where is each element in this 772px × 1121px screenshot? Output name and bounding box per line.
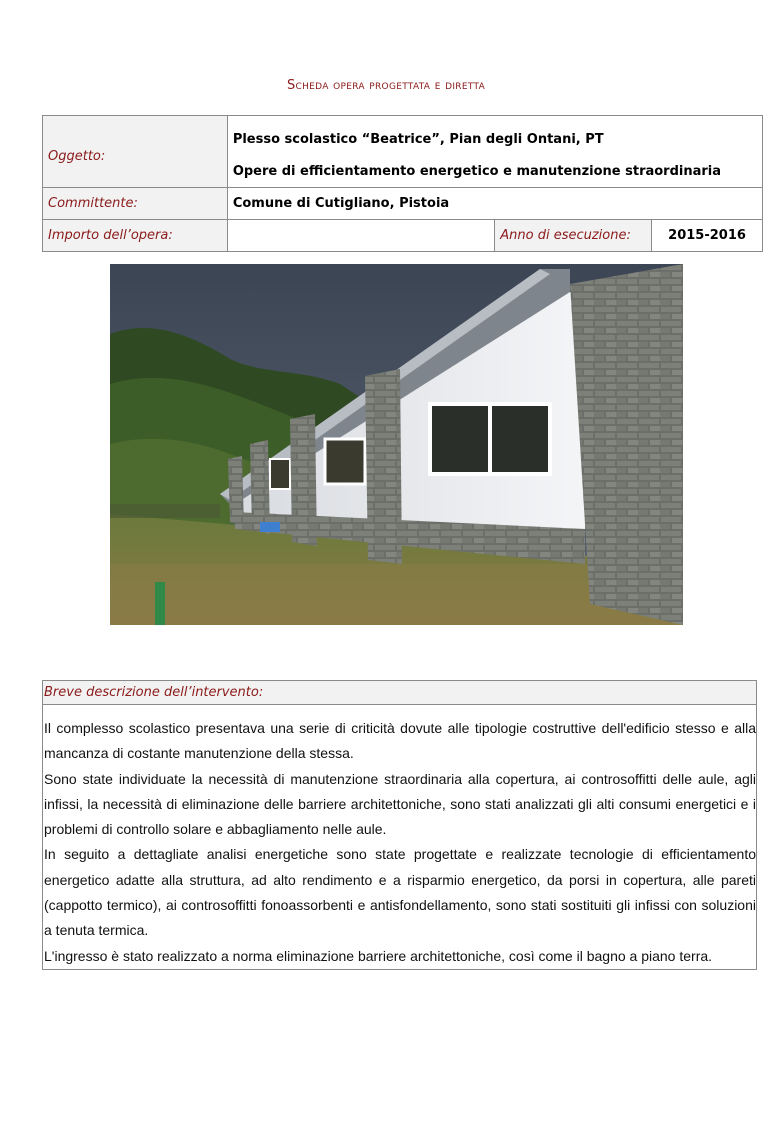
importo-label: Importo dell’opera:	[43, 220, 228, 252]
description-paragraph: L'ingresso è stato realizzato a norma eliminazione barriere architettoniche, così come il bagno a piano terra.	[44, 947, 713, 964]
row-committente	[43, 188, 763, 220]
description-paragraph: Il complesso scolastico presentava una serie di criticità dovute alle tipologie costruttive dell'edificio stesso e alla mancanza di costante manutenzione della stessa.	[44, 720, 756, 762]
anno-value: 2015-2016	[652, 220, 763, 252]
committente-label: Committente:	[43, 188, 228, 220]
description-paragraph: Sono state individuate la necessità di manutenzione straordinaria alla copertura, ai controsoffitti delle aule, agli infissi, la necessità di eliminazione delle barriere architettoniche, sono stati analizzati gli alti consumi energetici e i problemi di controllo solare e abbagliamento nelle aule.	[44, 770, 756, 838]
oggetto-line-2: Opere di efficientamento energetico e manutenzione straordinaria	[232, 164, 722, 179]
importo-value	[227, 220, 494, 252]
description-body	[43, 705, 756, 969]
oggetto-value	[227, 116, 762, 188]
anno-label: Anno di esecuzione:	[495, 220, 652, 252]
oggetto-line-1: Plesso scolastico “Beatrice”, Pian degli Ontani, PT	[232, 132, 604, 147]
row-oggetto	[43, 116, 763, 188]
committente-value: Comune di Cutigliano, Pistoia	[227, 188, 762, 220]
row-importo	[43, 220, 763, 252]
project-info-table	[42, 115, 763, 252]
description-paragraph: In seguito a dettagliate analisi energetiche sono state progettate e realizzate tecnologie di efficientamento energetico adatte alla struttura, ad alto rendimento e a risparmio energetico, da porsi in copertura, alle pareti (cappotto termico), ai controsoffitti fonoassorbenti e antisfondellamento, sono stati sostituiti gli infissi con soluzioni a tenuta termica.	[44, 846, 756, 939]
school-building-photo	[110, 264, 683, 625]
oggetto-label: Oggetto:	[43, 116, 228, 188]
description-header: Breve descrizione dell’intervento:	[43, 681, 756, 705]
document-title: Scheda opera progettata e diretta	[286, 78, 486, 93]
description-box	[42, 680, 757, 970]
